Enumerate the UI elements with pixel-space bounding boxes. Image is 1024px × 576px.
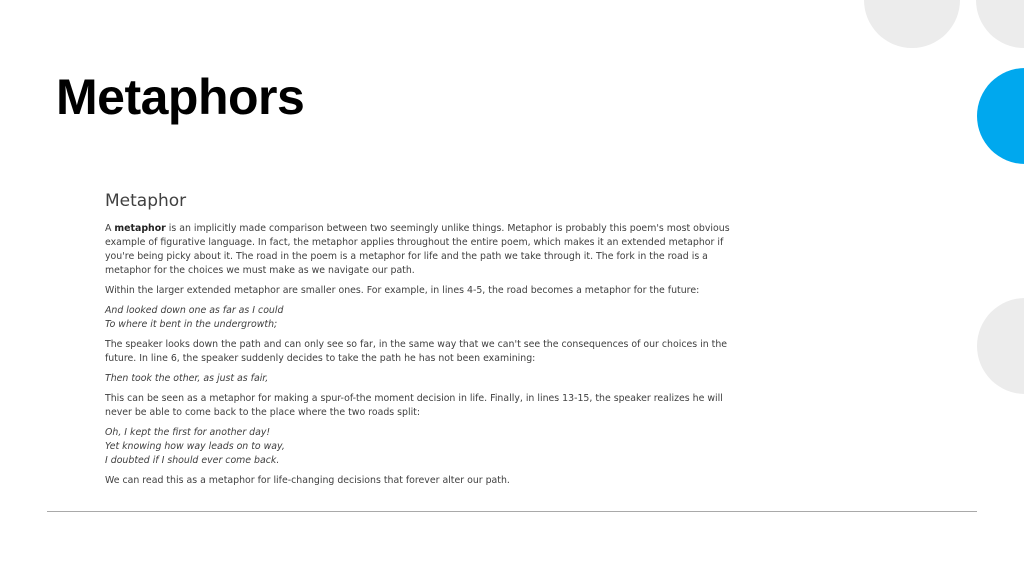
- decorative-circle-blue: [977, 68, 1024, 164]
- divider-line: [47, 511, 977, 512]
- decorative-circle-gray: [864, 0, 960, 48]
- decorative-circle-gray: [976, 0, 1024, 48]
- intro-text: is an implicitly made comparison between two seemingly unlike things. Metaphor is probably this poem's most obvious example of figurative language. In fact, the metaphor applies throughout the entire poem, which makes it an extended metaphor if you're being picky about it. The road in the poem is a metaphor for life and the path we take through it. The fork in the road is a metaphor for the choices we must make as we navigate our path.: [105, 223, 730, 276]
- quote-line: Yet knowing how way leads on to way,: [105, 441, 285, 452]
- intro-paragraph: [105, 222, 730, 278]
- quote-line-6: [105, 372, 730, 386]
- paragraph-5: We can read this as a metaphor for life-changing decisions that forever alter our path.: [105, 475, 510, 486]
- intro-prefix: A: [105, 223, 115, 234]
- article-heading: Metaphor: [105, 191, 187, 211]
- quote-lines-4-5: [105, 304, 730, 332]
- article-excerpt: [105, 190, 730, 494]
- paragraph-4: This can be seen as a metaphor for making a spur-of-the moment decision in life. Finally, in lines 13-15, the speaker realizes he will never be able to come back to the place where the two roads split:: [105, 393, 723, 418]
- slide-title: Metaphors: [56, 69, 305, 125]
- quote-line: I doubted if I should ever come back.: [105, 455, 280, 466]
- decorative-circle-gray: [977, 298, 1024, 394]
- paragraph-3: The speaker looks down the path and can only see so far, in the same way that we can't see the consequences of our choices in the future. In line 6, the speaker suddenly decides to take the path he has not been examining:: [105, 339, 728, 364]
- quote-lines-13-15: [105, 426, 730, 468]
- paragraph-2: Within the larger extended metaphor are smaller ones. For example, in lines 4-5, the road becomes a metaphor for the future:: [105, 285, 700, 296]
- quote-line: To where it bent in the undergrowth;: [105, 319, 278, 330]
- quote-line: Then took the other, as just as fair,: [105, 373, 269, 384]
- quote-line: And looked down one as far as I could: [105, 305, 284, 316]
- quote-line: Oh, I kept the first for another day!: [105, 427, 271, 438]
- defined-term: metaphor: [114, 223, 166, 234]
